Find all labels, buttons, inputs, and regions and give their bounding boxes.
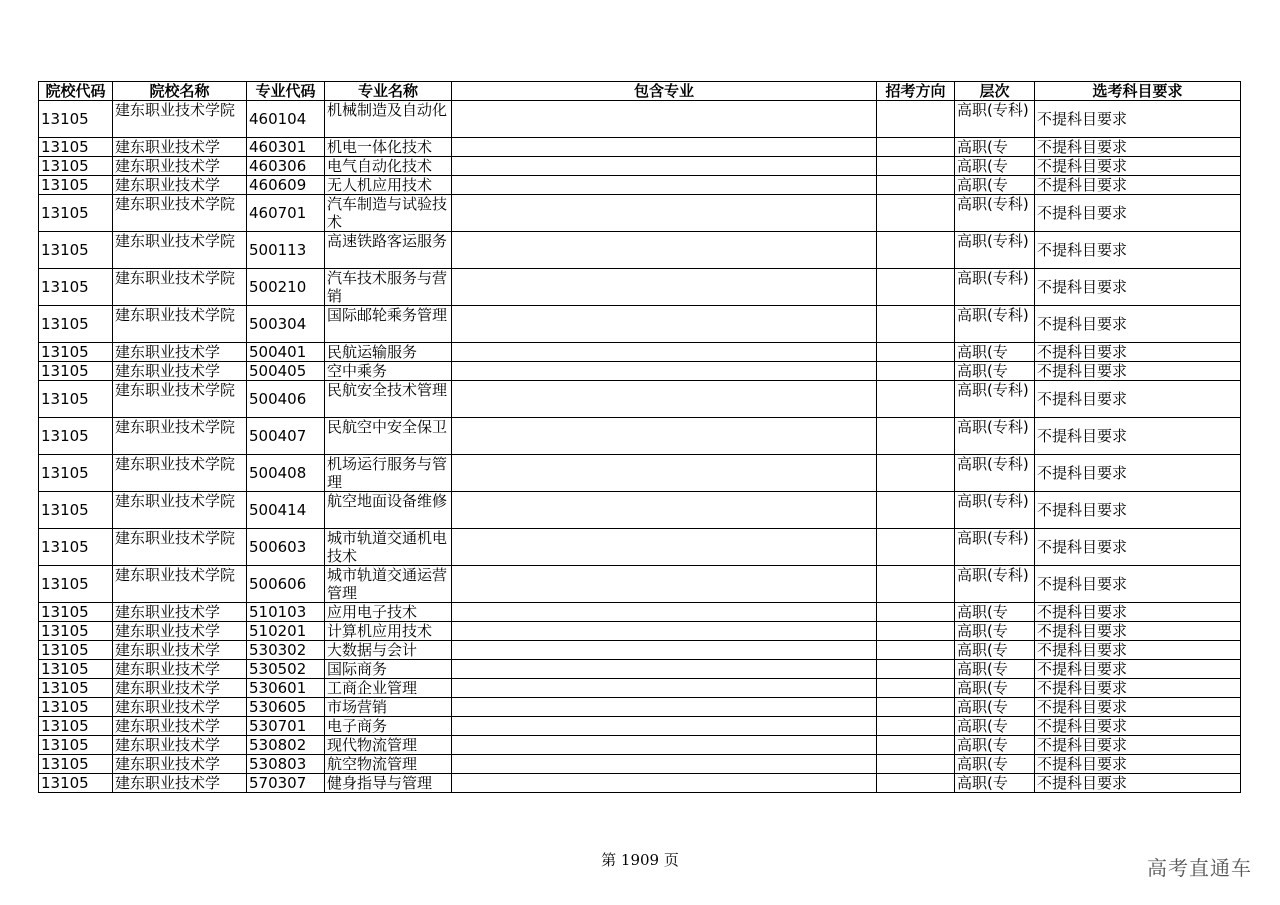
cell-requirement: 不提科目要求 (1035, 101, 1241, 138)
cell-major-code: 510103 (247, 603, 325, 622)
cell-school-code: 13105 (39, 755, 113, 774)
cell-school-name: 建东职业技术学院 (113, 418, 247, 455)
cell-direction (877, 774, 955, 793)
cell-major-code: 460301 (247, 138, 325, 157)
cell-level: 高职(专 (955, 679, 1035, 698)
cell-direction (877, 679, 955, 698)
cell-direction (877, 157, 955, 176)
cell-direction (877, 232, 955, 269)
cell-includes (452, 362, 877, 381)
table-row (39, 566, 1241, 603)
cell-school-name: 建东职业技术学 (113, 698, 247, 717)
cell-major-code: 530601 (247, 679, 325, 698)
cell-level: 高职(专科) (955, 101, 1035, 138)
cell-major-name: 应用电子技术 (325, 603, 452, 622)
cell-school-name: 建东职业技术学 (113, 157, 247, 176)
cell-direction (877, 755, 955, 774)
cell-includes (452, 698, 877, 717)
cell-includes (452, 306, 877, 343)
cell-level: 高职(专 (955, 698, 1035, 717)
cell-level: 高职(专科) (955, 269, 1035, 306)
cell-direction (877, 455, 955, 492)
cell-major-code: 500408 (247, 455, 325, 492)
cell-direction (877, 736, 955, 755)
table-row (39, 455, 1241, 492)
cell-school-name: 建东职业技术学院 (113, 232, 247, 269)
page-number: 第 1909 页 (601, 851, 679, 869)
cell-requirement: 不提科目要求 (1035, 418, 1241, 455)
cell-school-code: 13105 (39, 455, 113, 492)
cell-school-code: 13105 (39, 698, 113, 717)
table-row (39, 660, 1241, 679)
cell-school-code: 13105 (39, 362, 113, 381)
cell-school-code: 13105 (39, 101, 113, 138)
cell-school-name: 建东职业技术学 (113, 362, 247, 381)
cell-level: 高职(专 (955, 660, 1035, 679)
cell-requirement: 不提科目要求 (1035, 566, 1241, 603)
cell-requirement: 不提科目要求 (1035, 717, 1241, 736)
table-row (39, 381, 1241, 418)
cell-requirement: 不提科目要求 (1035, 641, 1241, 660)
cell-school-name: 建东职业技术学 (113, 343, 247, 362)
cell-requirement: 不提科目要求 (1035, 138, 1241, 157)
cell-includes (452, 529, 877, 566)
cell-major-name: 空中乘务 (325, 362, 452, 381)
cell-major-name: 民航运输服务 (325, 343, 452, 362)
header-level: 层次 (955, 82, 1035, 101)
table-body (39, 101, 1241, 793)
cell-includes (452, 195, 877, 232)
cell-direction (877, 269, 955, 306)
cell-major-code: 460609 (247, 176, 325, 195)
header-direction: 招考方向 (877, 82, 955, 101)
cell-school-code: 13105 (39, 269, 113, 306)
cell-direction (877, 195, 955, 232)
cell-school-code: 13105 (39, 679, 113, 698)
cell-level: 高职(专科) (955, 306, 1035, 343)
cell-major-name: 工商企业管理 (325, 679, 452, 698)
cell-level: 高职(专 (955, 641, 1035, 660)
table-row (39, 138, 1241, 157)
cell-direction (877, 306, 955, 343)
cell-major-code: 500304 (247, 306, 325, 343)
cell-requirement: 不提科目要求 (1035, 492, 1241, 529)
table-row (39, 362, 1241, 381)
cell-direction (877, 529, 955, 566)
cell-school-code: 13105 (39, 717, 113, 736)
header-requirement: 选考科目要求 (1035, 82, 1241, 101)
table-row (39, 306, 1241, 343)
cell-includes (452, 660, 877, 679)
cell-major-name: 城市轨道交通运营管理 (325, 566, 452, 603)
cell-major-code: 500606 (247, 566, 325, 603)
cell-major-name: 机电一体化技术 (325, 138, 452, 157)
cell-direction (877, 418, 955, 455)
cell-requirement: 不提科目要求 (1035, 381, 1241, 418)
cell-major-code: 460701 (247, 195, 325, 232)
cell-level: 高职(专 (955, 138, 1035, 157)
cell-includes (452, 418, 877, 455)
table-row (39, 176, 1241, 195)
cell-level: 高职(专科) (955, 418, 1035, 455)
cell-major-name: 计算机应用技术 (325, 622, 452, 641)
cell-major-code: 500414 (247, 492, 325, 529)
cell-includes (452, 157, 877, 176)
cell-includes (452, 269, 877, 306)
cell-requirement: 不提科目要求 (1035, 529, 1241, 566)
cell-requirement: 不提科目要求 (1035, 660, 1241, 679)
cell-major-name: 民航安全技术管理 (325, 381, 452, 418)
cell-direction (877, 717, 955, 736)
cell-school-code: 13105 (39, 306, 113, 343)
cell-major-name: 机械制造及自动化 (325, 101, 452, 138)
cell-school-name: 建东职业技术学院 (113, 566, 247, 603)
cell-requirement: 不提科目要求 (1035, 622, 1241, 641)
cell-direction (877, 603, 955, 622)
cell-school-name: 建东职业技术学院 (113, 381, 247, 418)
table-row (39, 492, 1241, 529)
table-row (39, 269, 1241, 306)
cell-school-code: 13105 (39, 603, 113, 622)
cell-major-code: 500406 (247, 381, 325, 418)
cell-requirement: 不提科目要求 (1035, 176, 1241, 195)
cell-major-name: 高速铁路客运服务 (325, 232, 452, 269)
table-row (39, 157, 1241, 176)
table-row (39, 698, 1241, 717)
cell-school-code: 13105 (39, 774, 113, 793)
cell-major-code: 500603 (247, 529, 325, 566)
cell-requirement: 不提科目要求 (1035, 306, 1241, 343)
table-row (39, 641, 1241, 660)
table-row (39, 529, 1241, 566)
cell-major-name: 国际邮轮乘务管理 (325, 306, 452, 343)
cell-major-code: 530302 (247, 641, 325, 660)
cell-direction (877, 176, 955, 195)
cell-level: 高职(专 (955, 362, 1035, 381)
cell-level: 高职(专科) (955, 455, 1035, 492)
cell-school-code: 13105 (39, 343, 113, 362)
cell-major-name: 健身指导与管理 (325, 774, 452, 793)
cell-school-name: 建东职业技术学 (113, 660, 247, 679)
cell-includes (452, 603, 877, 622)
cell-major-code: 530701 (247, 717, 325, 736)
cell-direction (877, 492, 955, 529)
cell-requirement: 不提科目要求 (1035, 774, 1241, 793)
cell-major-code: 570307 (247, 774, 325, 793)
cell-school-code: 13105 (39, 381, 113, 418)
cell-includes (452, 622, 877, 641)
cell-level: 高职(专科) (955, 529, 1035, 566)
cell-school-name: 建东职业技术学 (113, 176, 247, 195)
cell-level: 高职(专科) (955, 232, 1035, 269)
table-row (39, 603, 1241, 622)
header-major-name: 专业名称 (325, 82, 452, 101)
cell-major-name: 汽车制造与试验技术 (325, 195, 452, 232)
cell-school-code: 13105 (39, 660, 113, 679)
table-row (39, 343, 1241, 362)
cell-school-code: 13105 (39, 566, 113, 603)
table-row (39, 755, 1241, 774)
cell-level: 高职(专科) (955, 566, 1035, 603)
cell-direction (877, 381, 955, 418)
cell-direction (877, 566, 955, 603)
cell-major-code: 500401 (247, 343, 325, 362)
cell-level: 高职(专 (955, 157, 1035, 176)
cell-requirement: 不提科目要求 (1035, 455, 1241, 492)
cell-requirement: 不提科目要求 (1035, 755, 1241, 774)
cell-school-name: 建东职业技术学 (113, 774, 247, 793)
cell-school-code: 13105 (39, 418, 113, 455)
cell-includes (452, 774, 877, 793)
cell-includes (452, 138, 877, 157)
cell-school-code: 13105 (39, 157, 113, 176)
cell-school-code: 13105 (39, 622, 113, 641)
cell-direction (877, 698, 955, 717)
cell-school-name: 建东职业技术学院 (113, 455, 247, 492)
cell-includes (452, 232, 877, 269)
cell-requirement: 不提科目要求 (1035, 603, 1241, 622)
cell-major-code: 510201 (247, 622, 325, 641)
cell-major-code: 500405 (247, 362, 325, 381)
cell-school-name: 建东职业技术学 (113, 622, 247, 641)
cell-major-code: 500407 (247, 418, 325, 455)
cell-includes (452, 717, 877, 736)
cell-major-name: 大数据与会计 (325, 641, 452, 660)
cell-includes (452, 755, 877, 774)
header-school-code: 院校代码 (39, 82, 113, 101)
table-row (39, 736, 1241, 755)
cell-school-name: 建东职业技术学院 (113, 101, 247, 138)
header-major-code: 专业代码 (247, 82, 325, 101)
cell-school-name: 建东职业技术学 (113, 641, 247, 660)
cell-major-name: 电气自动化技术 (325, 157, 452, 176)
cell-requirement: 不提科目要求 (1035, 736, 1241, 755)
cell-school-name: 建东职业技术学 (113, 736, 247, 755)
cell-requirement: 不提科目要求 (1035, 679, 1241, 698)
cell-major-name: 汽车技术服务与营销 (325, 269, 452, 306)
cell-includes (452, 566, 877, 603)
cell-major-code: 500210 (247, 269, 325, 306)
cell-major-name: 城市轨道交通机电技术 (325, 529, 452, 566)
cell-major-name: 现代物流管理 (325, 736, 452, 755)
cell-includes (452, 101, 877, 138)
cell-includes (452, 176, 877, 195)
cell-major-name: 航空地面设备维修 (325, 492, 452, 529)
cell-major-code: 530802 (247, 736, 325, 755)
cell-level: 高职(专 (955, 755, 1035, 774)
cell-school-name: 建东职业技术学院 (113, 195, 247, 232)
cell-requirement: 不提科目要求 (1035, 698, 1241, 717)
table-row (39, 195, 1241, 232)
cell-major-code: 530502 (247, 660, 325, 679)
cell-includes (452, 736, 877, 755)
cell-level: 高职(专科) (955, 381, 1035, 418)
cell-school-name: 建东职业技术学 (113, 603, 247, 622)
table-row (39, 774, 1241, 793)
cell-major-name: 无人机应用技术 (325, 176, 452, 195)
cell-major-code: 500113 (247, 232, 325, 269)
cell-requirement: 不提科目要求 (1035, 269, 1241, 306)
cell-level: 高职(专 (955, 717, 1035, 736)
table-header-row (39, 82, 1241, 101)
cell-school-code: 13105 (39, 232, 113, 269)
cell-requirement: 不提科目要求 (1035, 195, 1241, 232)
cell-school-code: 13105 (39, 641, 113, 660)
cell-includes (452, 641, 877, 660)
cell-level: 高职(专 (955, 603, 1035, 622)
cell-requirement: 不提科目要求 (1035, 232, 1241, 269)
cell-level: 高职(专科) (955, 492, 1035, 529)
cell-includes (452, 492, 877, 529)
header-school-name: 院校名称 (113, 82, 247, 101)
header-includes: 包含专业 (452, 82, 877, 101)
cell-school-name: 建东职业技术学院 (113, 492, 247, 529)
cell-direction (877, 362, 955, 381)
cell-includes (452, 343, 877, 362)
cell-requirement: 不提科目要求 (1035, 157, 1241, 176)
table-row (39, 717, 1241, 736)
cell-major-code: 460306 (247, 157, 325, 176)
cell-direction (877, 641, 955, 660)
cell-level: 高职(专 (955, 176, 1035, 195)
table-row (39, 418, 1241, 455)
cell-school-code: 13105 (39, 138, 113, 157)
cell-school-code: 13105 (39, 736, 113, 755)
cell-direction (877, 660, 955, 679)
cell-school-code: 13105 (39, 195, 113, 232)
admissions-table (38, 81, 1241, 793)
cell-major-code: 530803 (247, 755, 325, 774)
cell-school-name: 建东职业技术学 (113, 717, 247, 736)
cell-school-name: 建东职业技术学院 (113, 269, 247, 306)
table-row (39, 679, 1241, 698)
cell-major-name: 机场运行服务与管理 (325, 455, 452, 492)
table-row (39, 622, 1241, 641)
cell-major-code: 460104 (247, 101, 325, 138)
cell-school-name: 建东职业技术学院 (113, 306, 247, 343)
cell-level: 高职(专 (955, 774, 1035, 793)
table-row (39, 232, 1241, 269)
cell-school-name: 建东职业技术学 (113, 138, 247, 157)
cell-direction (877, 101, 955, 138)
cell-major-name: 航空物流管理 (325, 755, 452, 774)
cell-major-code: 530605 (247, 698, 325, 717)
cell-school-name: 建东职业技术学院 (113, 529, 247, 566)
cell-direction (877, 343, 955, 362)
cell-school-name: 建东职业技术学 (113, 679, 247, 698)
cell-major-name: 民航空中安全保卫 (325, 418, 452, 455)
cell-includes (452, 455, 877, 492)
cell-level: 高职(专 (955, 622, 1035, 641)
cell-school-code: 13105 (39, 492, 113, 529)
cell-school-code: 13105 (39, 529, 113, 566)
cell-requirement: 不提科目要求 (1035, 343, 1241, 362)
cell-level: 高职(专 (955, 343, 1035, 362)
cell-direction (877, 622, 955, 641)
cell-includes (452, 679, 877, 698)
cell-includes (452, 381, 877, 418)
table-row (39, 101, 1241, 138)
cell-major-name: 市场营销 (325, 698, 452, 717)
cell-school-name: 建东职业技术学 (113, 755, 247, 774)
cell-level: 高职(专科) (955, 195, 1035, 232)
cell-major-name: 国际商务 (325, 660, 452, 679)
cell-requirement: 不提科目要求 (1035, 362, 1241, 381)
cell-major-name: 电子商务 (325, 717, 452, 736)
cell-school-code: 13105 (39, 176, 113, 195)
watermark: 高考直通车 (1147, 856, 1252, 880)
cell-direction (877, 138, 955, 157)
cell-level: 高职(专 (955, 736, 1035, 755)
